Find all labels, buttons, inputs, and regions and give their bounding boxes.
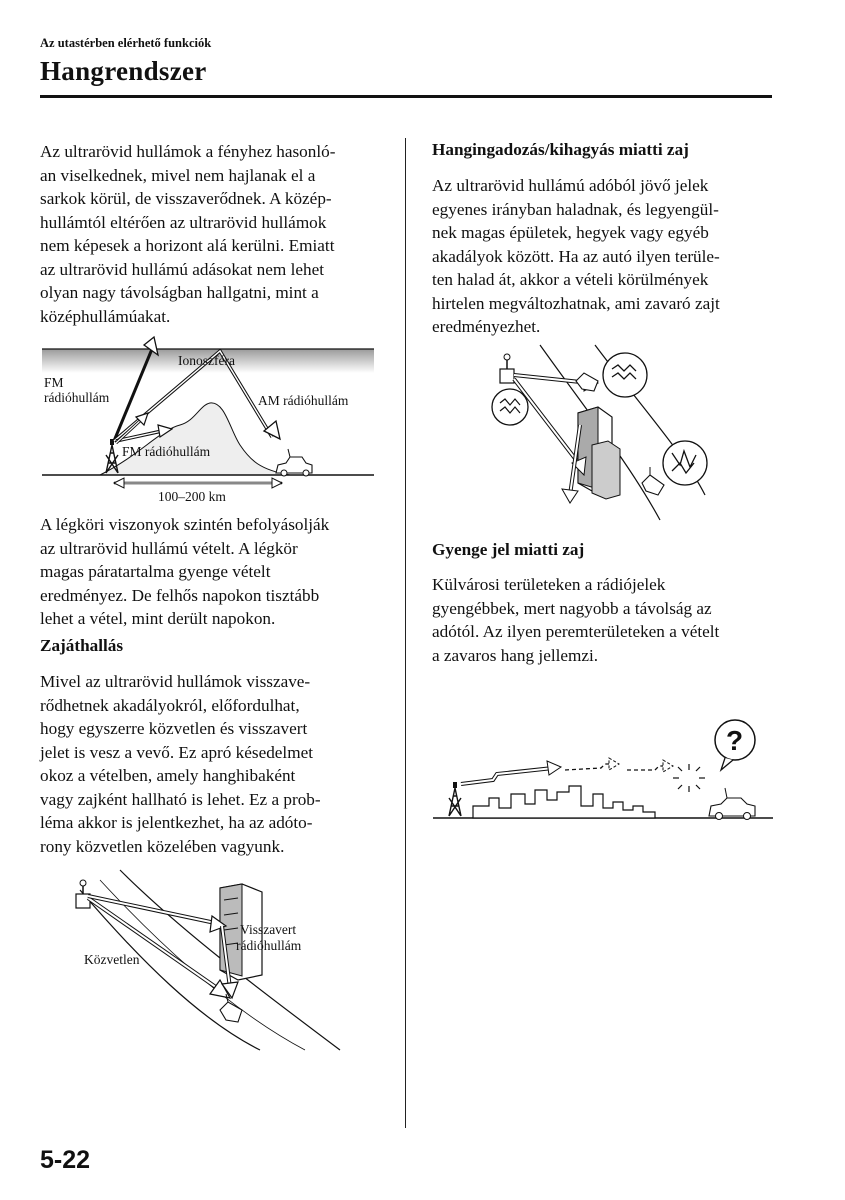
flutter-paragraph: [432, 174, 720, 339]
text-line: adótól. Az ilyen peremterületeken a vételt: [432, 622, 720, 641]
car-icon: [576, 373, 598, 391]
text-line: hullámtól eltérően az ultrarövid hullámok: [40, 212, 327, 232]
text-line: okoz a vételben, amely hanghibaként: [40, 766, 296, 785]
weak-signal-heading: Gyenge jel miatti zaj: [432, 540, 585, 559]
text-line: ten halad át, akkor a vételi körülmények: [432, 270, 709, 289]
label-distance: 100–200 km: [158, 489, 226, 504]
label-am: AM rádióhullám: [258, 393, 349, 408]
text-line: egyenes irányban haladnak, és legyengül-: [432, 199, 719, 219]
noise-bubble: [492, 389, 528, 425]
interference-paragraph: [40, 670, 321, 858]
radio-tower-icon: [76, 880, 90, 908]
weak-signal-paragraph: [432, 573, 719, 667]
label-fm-line1: FM: [44, 375, 64, 390]
section-label: Az utastérben elérhető funkciók: [40, 36, 212, 50]
atmos-paragraph: [40, 513, 329, 631]
text-line: gyengébbek, mert nagyobb a távolság az: [432, 598, 712, 618]
car-icon: [276, 449, 312, 476]
text-line: rődhetnek akadályokról, előfordulhat,: [40, 695, 300, 715]
weak-signal-diagram: [433, 718, 773, 823]
text-line: A légköri viszonyok szintén befolyásolják: [40, 515, 330, 534]
car-icon: [220, 994, 242, 1022]
text-line: vagy zajként hallható is lehet. Ez a prob-: [40, 789, 321, 809]
distance-arrow: [114, 478, 282, 488]
text-line: eredményezhet.: [432, 317, 541, 336]
text-line: az ultrarövid hullámú vételt. A légkör: [40, 538, 298, 558]
car-icon: [642, 467, 664, 495]
text-line: léma akkor is jelentkezhet, ha az adóto-: [40, 813, 313, 832]
page-title: Hangrendszer: [40, 56, 207, 86]
building-icon: [578, 407, 620, 499]
radio-tower-icon: [449, 782, 461, 816]
text-line: lehet a vétel, mint derült napokon.: [40, 609, 276, 628]
question-bubble-icon: [715, 720, 755, 770]
interference-heading: Zajáthallás: [40, 636, 124, 655]
text-line: középhullámúakat.: [40, 306, 171, 326]
label-fm-line2: rádióhullám: [44, 390, 110, 405]
text-line: Külvárosi területeken a rádiójelek: [432, 575, 666, 594]
text-line: Az ultrarövid hullámú adóból jövő jelek: [432, 176, 709, 195]
text-line: nek magas épületek, hegyek vagy egyéb: [432, 223, 709, 242]
label-reflected-line1: Visszavert: [240, 922, 297, 937]
intro-paragraph: [40, 140, 335, 328]
noise-bubble: [663, 441, 707, 485]
text-line: jelet is vesz a vevő. Ez apró késedelmet: [40, 742, 313, 762]
ionosphere-diagram: [40, 335, 380, 510]
weak-signal-arrow: [565, 764, 611, 770]
label-fm-inner: FM rádióhullám: [122, 444, 211, 459]
label-ionosphere: Ionoszféra: [178, 353, 235, 368]
sparkle-icon: [673, 764, 705, 792]
text-line: akadályok között. Ha az autó ilyen terüle-: [432, 246, 720, 266]
page-number: 5-22: [40, 1146, 91, 1174]
label-reflected-line2: rádióhullám: [236, 938, 302, 953]
text-line: olyan nagy távolságban hallgatni, mint a: [40, 283, 319, 302]
title-rule: [40, 95, 772, 98]
text-line: sarkok körül, de visszaverődnek. A közép-: [40, 189, 332, 208]
text-line: hogy egyszerre közvetlen és visszavert: [40, 719, 308, 738]
text-line: eredményez. De felhős napokon tisztább: [40, 585, 320, 605]
weak-signal-arrow: [627, 766, 665, 770]
text-line: hirtelen megváltozhatnak, ami zavaró zajt: [432, 293, 720, 313]
flutter-diagram: [480, 345, 720, 525]
text-line: a zavaros hang jellemzi.: [432, 645, 599, 665]
question-mark: ?: [726, 725, 744, 756]
car-icon: [709, 788, 755, 820]
reflection-diagram: [70, 870, 360, 1050]
text-line: Az ultrarövid hullámok a fényhez hasonló-: [40, 142, 336, 161]
text-line: an viselkednek, mivel nem hajlanak el a: [40, 165, 316, 185]
radio-tower-icon: [500, 354, 514, 383]
text-line: az ultrarövid hullámú adásokat nem lehet: [40, 259, 324, 279]
city-skyline: [473, 786, 655, 818]
text-line: Mivel az ultrarövid hullámok visszave-: [40, 672, 311, 691]
column-divider: [405, 138, 406, 1128]
text-line: magas páratartalma gyenge vételt: [40, 562, 271, 581]
text-line: nem képesek a horizont alá kerülni. Emiatt: [40, 236, 335, 255]
label-direct: Közvetlen: [84, 952, 140, 967]
noise-bubble: [603, 353, 647, 397]
flutter-heading: Hangingadozás/kihagyás miatti zaj: [432, 140, 689, 159]
text-line: rony közvetlen közelében vagyunk.: [40, 836, 285, 856]
